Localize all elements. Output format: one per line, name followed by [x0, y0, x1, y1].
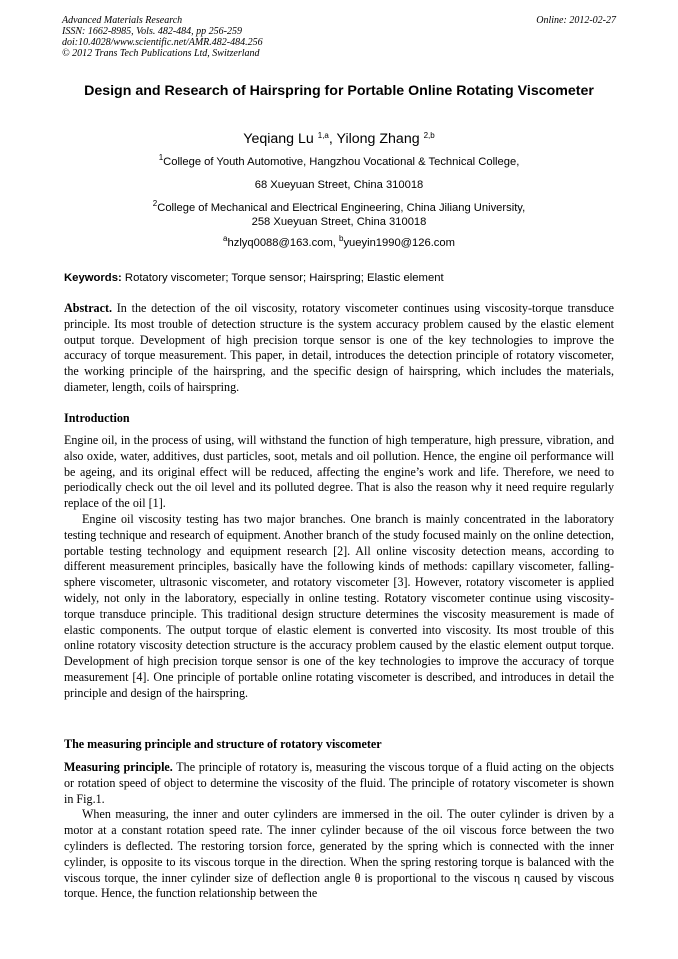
author-2-name: Yilong Zhang	[336, 131, 420, 147]
affiliation-1-line1: College of Youth Automotive, Hangzhou Vocational & Technical College,	[163, 156, 520, 168]
measuring-section	[64, 760, 614, 902]
measuring-label: Measuring principle.	[64, 760, 173, 774]
email-b: yueyin1990@126.com	[343, 237, 455, 249]
copyright-line: © 2012 Trans Tech Publications Ltd, Switzerland	[62, 48, 260, 59]
affiliation-2-line1: College of Mechanical and Electrical Engineering, China Jiliang University,	[157, 202, 526, 214]
abstract-paragraph	[64, 301, 614, 396]
affiliation-1-address: 68 Xueyuan Street, China 310018	[254, 179, 424, 191]
affiliation-2-address: 258 Xueyuan Street, China 310018	[251, 216, 427, 228]
affiliation-1-sup: 1	[158, 153, 164, 162]
email-a: hzlyq0088@163.com,	[227, 237, 339, 249]
journal-header	[62, 15, 616, 59]
author-separator: ,	[328, 131, 337, 147]
email-line	[0, 236, 678, 251]
measuring-heading: The measuring principle and structure of rotatory viscometer	[64, 737, 382, 751]
introduction-heading: Introduction	[64, 411, 130, 425]
journal-name: Advanced Materials Research	[62, 15, 183, 26]
affiliation-2-sup: 2	[152, 199, 158, 208]
abstract-text: In the detection of the oil viscosity, rotatory viscometer continues using viscosity-torque transduce principle. Its most trouble of detection structure is the system accuracy problem caused by the elastic element output torque. Development of high precision torque sensor is one of the key technologies to improve the accuracy of torque measurement. This paper, in detail, introduces the detection principle of rotatory viscometer, the working principle of the hairspring, and the specific design of hairspring, which includes the materials, diameter, length, coils of hairspring.	[64, 301, 614, 394]
doi-line: doi:10.4028/www.scientific.net/AMR.482-484.256	[62, 37, 263, 48]
journal-info	[62, 15, 616, 59]
email-b-sup: b	[339, 234, 344, 243]
affiliation-2	[0, 201, 678, 216]
abstract-label: Abstract.	[64, 301, 113, 315]
issn-line: ISSN: 1662-8985, Vols. 482-484, pp 256-259	[62, 26, 242, 37]
introduction-paragraph-2: Engine oil viscosity testing has two major branches. One branch is mainly concentrated in the laboratory testing technique and research of equipment. Another branch of the study focused mainly on the online detection, portable testing technology and equipment research [2]. All online viscosity detection means, according to different measurement principles, basically have the following kinds of methods: capillary viscometer, falling-sphere viscometer, ultrasonic viscometer, and rotatory viscometer [3]. However, rotatory viscometer is applied widely, not only in the laboratory, especially in online testing. Rotatory viscometer continue using viscosity-torque transduce principle. This traditional design structure determines the viscosity measurement is made of elastic components. The output torque of elastic element is converted into viscosity. Its most trouble of this online rotatory viscosity detection structure is the accuracy problem caused by the elastic element output torque. Development of high precision torque sensor is one of the key technologies to improve the accuracy of torque measurement [4]. One principle of portable online rotating viscometer is described, and introduces in detail the principle and design of the hairspring.	[64, 511, 614, 700]
author-1-sup: 1,a	[317, 131, 329, 140]
measuring-paragraph-2: When measuring, the inner and outer cylinders are immersed in the oil. The outer cylinder is driven by a motor at a constant rotation speed rate. The inner cylinder because of the oil viscous force between the two cylinders is deflected. The restoring torsion force, generated by the spring which is connected with the inner cylinder, is opposite to its viscous torque in the direction. When the spring restoring torque is balanced with the viscous torque, the inner cylinder size of deflection angle θ is proportional to the viscous η caused by viscous torque. Hence, the function relationship between the	[64, 807, 614, 901]
abstract	[64, 301, 614, 396]
online-date: Online: 2012-02-27	[536, 15, 616, 26]
author-line	[0, 130, 678, 148]
affiliation-1	[0, 155, 678, 170]
keywords-text: Rotatory viscometer; Torque sensor; Hairspring; Elastic element	[121, 272, 444, 284]
measuring-text-1: The principle of rotatory is, measuring the viscous torque of a fluid acting on the objects or rotation speed of object to determine the viscosity of the fluid. The principle of rotatory viscometer is shown in Fig.1.	[64, 760, 614, 806]
keywords	[64, 271, 616, 286]
paper-title: Design and Research of Hairspring for Portable Online Rotating Viscometer	[84, 83, 594, 99]
keywords-label: Keywords:	[64, 272, 122, 284]
introduction-paragraph-1: Engine oil, in the process of using, will withstand the function of high temperature, high pressure, vibration, and also oxide, water, additives, dust particles, soot, metals and oil pollution. Hence, the engine oil performance will be ageing, and its original effect will be reduced, affecting the engine’s work and life. Therefore, we need to periodically check out the oil level and its polluted degree. That is also the reason why it need require regularly replace of the oil [1].	[64, 433, 614, 511]
email-a-sup: a	[223, 234, 228, 243]
measuring-paragraph-1	[64, 760, 614, 807]
author-2-sup: 2,b	[423, 131, 435, 140]
author-1-name: Yeqiang Lu	[243, 131, 314, 147]
introduction-section	[64, 433, 614, 702]
